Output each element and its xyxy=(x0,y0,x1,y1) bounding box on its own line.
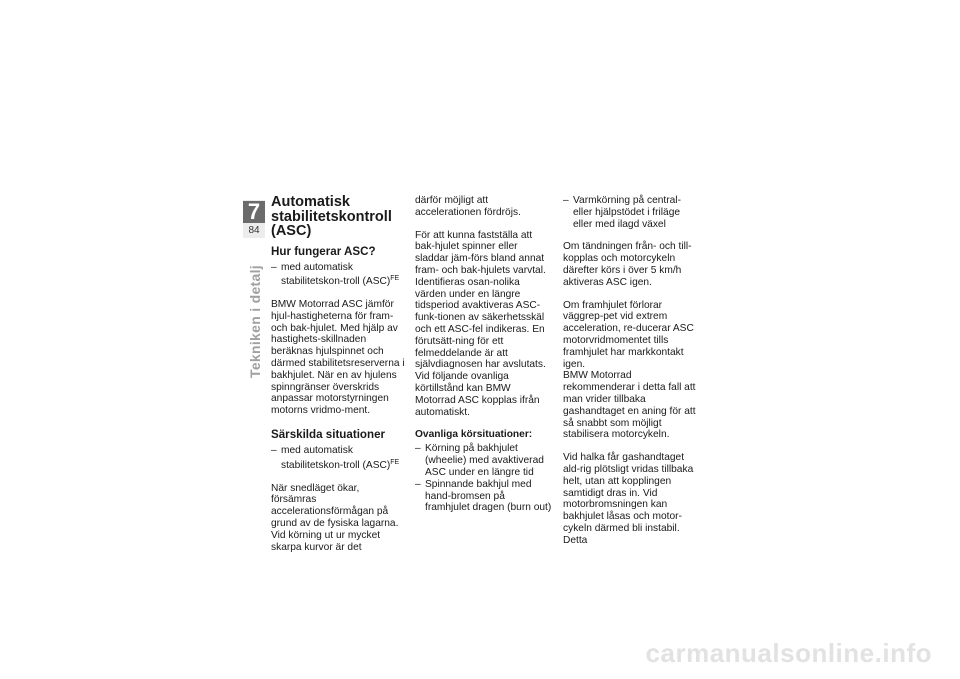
column-1 xyxy=(271,195,407,553)
chapter-side-title: Tekniken i detalj xyxy=(247,265,263,378)
chapter-number: 7 xyxy=(243,201,265,223)
paragraph: Om tändningen från- och till-kopplas och motorcykeln därefter körs i över 5 km/h aktiveras ASC igen. xyxy=(563,241,692,288)
list-item: – Varmkörning på central- eller hjälpstödet i friläge eller med ilagd växel xyxy=(563,195,701,230)
paragraph: BMW Motorrad rekommenderar i detta fall att man vrider tillbaka gashandtaget en aning för att så snabbt som möjligt stabilisera motorcykeln. xyxy=(563,370,696,441)
paragraph: BMW Motorrad ASC jämför hjul-hastigheterna för fram- och bak-hjulet. Med hjälp av hastighets-skillnaden beräknas hjulspinnet och därmed stabilitetsreserverna i bakhjulet. När en av hjulens spinngränser överskrids anpassar motorstyrningen motorns vridmo-ment. xyxy=(271,299,405,417)
paragraph: Vid halka får gashandtaget ald-rig plötsligt vridas tillbaka helt, utan att kopplingen samtidigt dras in. Vid motorbromsningen kan bakhjulet låsas och motor-cykeln därmed bli instabil. Detta xyxy=(563,452,694,546)
page-number: 84 xyxy=(248,225,260,236)
list-item: – Körning på bakhjulet (wheelie) med avaktiverad ASC under en längre tid xyxy=(415,443,552,478)
paragraph: När snedläget ökar, försämras accelerationsförmågan på grund av de fysiska lagarna. Vid körning ut ur mycket skarpa kurvor är det xyxy=(271,482,399,553)
watermark: carmanualsonline.info xyxy=(645,638,932,668)
paragraph: därför möjligt att accelerationen fördröjs. xyxy=(415,195,521,218)
list-item: – med automatisk stabilitetskon-troll (ASC)$^{FE}$ xyxy=(271,262,407,289)
column-2 xyxy=(415,195,552,514)
heading-how-asc-works: Hur fungerar ASC? xyxy=(271,244,376,258)
section-title: Automatisk stabilitetskontroll (ASC) xyxy=(271,194,392,239)
list-item: – med automatisk stabilitetskon-troll (ASC)$^{FE}$ xyxy=(271,445,407,472)
paragraph: För att kunna fastställa att bak-hjulet spinner eller sladdar jäm-förs bland annat fram- och bak-hjulets varvtal. Identifieras osan-nolika värden under en längre tidsperiod avaktiveras ASC-funk-tionen av säkerhetsskäl och ett ASC-fel indikeras. En förutsätt-ning för ett felmeddelande är att självdiagnosen har avslutats. xyxy=(415,229,546,371)
list-item: – Spinnande bakhjul med hand-bromsen på framhjulet dragen (burn out) xyxy=(415,479,552,514)
heading-special-situations: Särskilda situationer xyxy=(271,428,386,442)
heading-unusual-situations: Ovanliga körsituationer: xyxy=(415,429,533,441)
paragraph: Om framhjulet förlorar väggrep-pet vid extrem acceleration, re-ducerar ASC motorvridmomentet tills framhjulet har markkontakt igen. xyxy=(563,299,694,370)
paragraph: Vid följande ovanliga körtillstånd kan BMW Motorrad ASC kopplas ifrån automatiskt. xyxy=(415,371,540,418)
column-3 xyxy=(563,195,701,547)
